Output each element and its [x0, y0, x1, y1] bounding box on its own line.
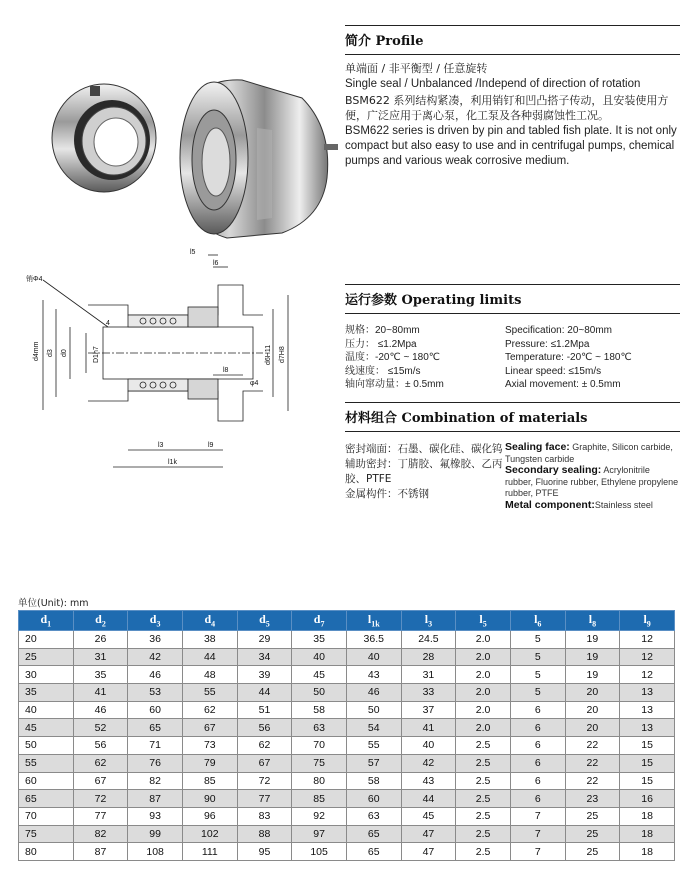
table-cell: 25: [565, 807, 620, 825]
table-body: [19, 631, 675, 861]
table-cell: 41: [73, 684, 128, 702]
table-cell: 39: [237, 666, 292, 684]
table-row: [19, 737, 675, 755]
dim-l5: l5: [190, 249, 196, 256]
table-cell: 82: [128, 772, 183, 790]
table-cell: 62: [73, 754, 128, 772]
table-cell: 28: [401, 648, 456, 666]
materials-en-col: [505, 442, 680, 511]
table-cell: 13: [620, 719, 675, 737]
table-row: [19, 701, 675, 719]
table-cell: 46: [73, 701, 128, 719]
table-cell: 33: [401, 684, 456, 702]
table-row: [19, 648, 675, 666]
profile-desc-cn: BSM622 系列结构紧凑，利用销钉和凹凸搭子传动，且安装使用方便，广泛应用于离心泵，化工泵及各种弱腐蚀性工况。: [345, 94, 669, 122]
table-cell: 30: [19, 666, 74, 684]
table-cell: 6: [510, 790, 565, 808]
table-cell: 105: [292, 843, 347, 861]
table-cell: 26: [73, 631, 128, 649]
column-header-d3: $d_3$: [128, 611, 183, 631]
table-row: [19, 772, 675, 790]
table-cell: 45: [401, 807, 456, 825]
table-cell: 96: [182, 807, 237, 825]
table-row: [19, 843, 675, 861]
table-cell: 88: [237, 825, 292, 843]
mat-metal-label: Metal component:: [505, 498, 595, 511]
op-axial-cn: 轴向窜动量：± 0.5mm: [345, 379, 444, 390]
table-cell: 5: [510, 666, 565, 684]
table-cell: 13: [620, 701, 675, 719]
profile-title: 简介 Profile: [345, 34, 424, 49]
table-cell: 65: [346, 843, 401, 861]
operating-title: 运行参数 Operating limits: [345, 293, 522, 308]
table-cell: 50: [19, 737, 74, 755]
mat-secondary-text: Acrylonitrile rubber, Fluorine rubber, Ethylene propylene rubber, PTFE: [505, 465, 679, 498]
table-cell: 60: [128, 701, 183, 719]
op-axial-en: Axial movement: ± 0.5mm: [505, 379, 621, 390]
table-cell: 95: [237, 843, 292, 861]
table-cell: 45: [292, 666, 347, 684]
table-cell: 65: [128, 719, 183, 737]
operating-title-bar: [345, 284, 680, 314]
table-cell: 19: [565, 631, 620, 649]
dim-l8: l8: [223, 367, 229, 374]
op-temp-cn: 温度：-20℃ ~ 180℃: [345, 352, 440, 363]
table-cell: 56: [237, 719, 292, 737]
table-cell: 31: [73, 648, 128, 666]
op-speed-cn: 线速度： ≤15m/s: [345, 365, 421, 377]
table-cell: 46: [128, 666, 183, 684]
table-cell: 12: [620, 666, 675, 684]
table-cell: 31: [401, 666, 456, 684]
table-cell: 99: [128, 825, 183, 843]
mat-face-en: [505, 442, 680, 465]
dim-4: 4: [106, 320, 110, 327]
profile-section: [345, 25, 680, 169]
table-cell: 12: [620, 631, 675, 649]
table-cell: 67: [73, 772, 128, 790]
table-cell: 62: [182, 701, 237, 719]
table-cell: 36.5: [346, 631, 401, 649]
column-header-l8: $l_8$: [565, 611, 620, 631]
table-cell: 47: [401, 825, 456, 843]
table-cell: 5: [510, 648, 565, 666]
table-cell: 58: [346, 772, 401, 790]
table-cell: 2.5: [456, 737, 511, 755]
table-cell: 5: [510, 684, 565, 702]
table-cell: 55: [19, 754, 74, 772]
table-cell: 12: [620, 648, 675, 666]
table-cell: 57: [346, 754, 401, 772]
dim-l1k: l1k: [168, 459, 177, 466]
unit-label: 单位(Unit): mm: [18, 598, 89, 609]
table-cell: 18: [620, 825, 675, 843]
table-cell: 58: [292, 701, 347, 719]
table-cell: 72: [73, 790, 128, 808]
table-cell: 72: [237, 772, 292, 790]
table-cell: 2.5: [456, 790, 511, 808]
table-cell: 2.0: [456, 666, 511, 684]
table-cell: 2.5: [456, 843, 511, 861]
table-cell: 19: [565, 666, 620, 684]
table-cell: 2.5: [456, 825, 511, 843]
mat-face-cn: 密封端面：石墨、碳化硅、碳化钨: [345, 443, 503, 455]
table-cell: 2.5: [456, 754, 511, 772]
column-header-d7: $d_7$: [292, 611, 347, 631]
product-photo: [42, 68, 342, 248]
table-cell: 29: [237, 631, 292, 649]
op-speed-en: Linear speed: ≤15m/s: [505, 365, 602, 377]
materials-title-bar: [345, 402, 680, 432]
table-cell: 73: [182, 737, 237, 755]
seal-photo-illustration: [42, 68, 342, 248]
seal-section-drawing: [18, 245, 318, 480]
table-cell: 6: [510, 737, 565, 755]
table-cell: 36: [128, 631, 183, 649]
table-cell: 37: [401, 701, 456, 719]
table-row: [19, 825, 675, 843]
table-cell: 2.0: [456, 719, 511, 737]
table-cell: 23: [565, 790, 620, 808]
technical-drawing: [18, 245, 318, 480]
materials-cn-col: [345, 442, 505, 511]
dim-d4: d4mm: [33, 341, 40, 361]
table-row: [19, 807, 675, 825]
table-cell: 6: [510, 772, 565, 790]
table-cell: 83: [237, 807, 292, 825]
table-cell: 2.0: [456, 648, 511, 666]
table-cell: 48: [182, 666, 237, 684]
dim-d0: d0: [61, 349, 68, 357]
table-cell: 25: [565, 825, 620, 843]
dim-d6: d6H11: [265, 344, 272, 365]
table-row: [19, 790, 675, 808]
table-cell: 42: [401, 754, 456, 772]
table-cell: 5: [510, 631, 565, 649]
table-cell: 2.5: [456, 772, 511, 790]
table-cell: 90: [182, 790, 237, 808]
table-cell: 35: [73, 666, 128, 684]
table-cell: 56: [73, 737, 128, 755]
table-cell: 71: [128, 737, 183, 755]
table-cell: 75: [19, 825, 74, 843]
profile-desc-en: BSM622 series is driven by pin and tabled fish plate. It is not only compact but also easy to use and in centrifugal pumps, chemical pumps and various weak corrosive medium.: [345, 125, 677, 167]
op-spec-en: Specification: 20~80mm: [505, 325, 613, 336]
table-cell: 70: [292, 737, 347, 755]
table-cell: 20: [565, 701, 620, 719]
materials-title: 材料组合 Combination of materials: [345, 411, 588, 426]
table-cell: 111: [182, 843, 237, 861]
column-header-d4: $d_4$: [182, 611, 237, 631]
materials-section: [345, 402, 680, 511]
table-row: [19, 666, 675, 684]
profile-type-en: Single seal / Unbalanced /Independ of direction of rotation: [345, 78, 641, 90]
table-cell: 38: [182, 631, 237, 649]
table-cell: 51: [237, 701, 292, 719]
table-cell: 87: [128, 790, 183, 808]
column-header-d1: $d_1$: [19, 611, 74, 631]
table-cell: 44: [237, 684, 292, 702]
table-cell: 55: [182, 684, 237, 702]
dim-d3: d3: [47, 349, 54, 357]
table-cell: 75: [292, 754, 347, 772]
column-header-l1k: $l_{1k}$: [346, 611, 401, 631]
table-cell: 41: [401, 719, 456, 737]
table-cell: 79: [182, 754, 237, 772]
table-cell: 2.5: [456, 807, 511, 825]
table-cell: 15: [620, 772, 675, 790]
mat-metal-en: [505, 500, 680, 512]
table-cell: 77: [237, 790, 292, 808]
table-cell: 22: [565, 754, 620, 772]
op-temp-en: Temperature: -20℃ ~ 180℃: [505, 352, 632, 363]
table-cell: 92: [292, 807, 347, 825]
table-cell: 43: [346, 666, 401, 684]
table-cell: 7: [510, 825, 565, 843]
table-cell: 47: [401, 843, 456, 861]
table-cell: 67: [182, 719, 237, 737]
mat-secondary-cn: 辅助密封：丁腈胶、氟橡胶、乙丙胶、PTFE: [345, 458, 503, 485]
table-cell: 97: [292, 825, 347, 843]
table-cell: 67: [237, 754, 292, 772]
table-cell: 6: [510, 719, 565, 737]
table-cell: 65: [346, 825, 401, 843]
table-cell: 20: [19, 631, 74, 649]
mat-face-label: Sealing face:: [505, 441, 570, 453]
table-cell: 34: [237, 648, 292, 666]
operating-grid: [345, 324, 680, 392]
mat-secondary-en: [505, 465, 680, 500]
dimension-table: [18, 610, 675, 861]
table-cell: 53: [128, 684, 183, 702]
table-cell: 70: [19, 807, 74, 825]
table-cell: 35: [19, 684, 74, 702]
mat-metal-text: Stainless steel: [594, 499, 653, 510]
table-cell: 42: [128, 648, 183, 666]
operating-section: [345, 284, 680, 392]
dim-l3: l3: [158, 442, 164, 449]
table-cell: 6: [510, 701, 565, 719]
table-cell: 85: [292, 790, 347, 808]
table-cell: 54: [346, 719, 401, 737]
table-cell: 108: [128, 843, 183, 861]
table-cell: 44: [182, 648, 237, 666]
table-cell: 102: [182, 825, 237, 843]
table-cell: 40: [346, 648, 401, 666]
mat-metal-cn: 金属构件：不锈钢: [345, 488, 429, 500]
table-cell: 40: [292, 648, 347, 666]
op-pressure-en: Pressure: ≤1.2Mpa: [505, 338, 590, 350]
table-cell: 62: [237, 737, 292, 755]
table-cell: 20: [565, 684, 620, 702]
table-cell: 24.5: [401, 631, 456, 649]
table-cell: 22: [565, 772, 620, 790]
table-cell: 77: [73, 807, 128, 825]
dim-l9: l9: [208, 442, 214, 449]
table-cell: 60: [19, 772, 74, 790]
table-cell: 16: [620, 790, 675, 808]
table-header-row: [19, 611, 675, 631]
table-cell: 2.0: [456, 631, 511, 649]
table-cell: 46: [346, 684, 401, 702]
table-cell: 20: [565, 719, 620, 737]
materials-grid: [345, 442, 680, 511]
table-cell: 19: [565, 648, 620, 666]
table-cell: 25: [565, 843, 620, 861]
table-cell: 44: [401, 790, 456, 808]
table-cell: 2.0: [456, 701, 511, 719]
column-header-l6: $l_6$: [510, 611, 565, 631]
pin-label: 销Φ4: [26, 276, 43, 283]
table-cell: 43: [401, 772, 456, 790]
table-cell: 22: [565, 737, 620, 755]
table-cell: 82: [73, 825, 128, 843]
profile-type-cn: 单端面 / 非平衡型 / 任意旋转: [345, 62, 488, 75]
table-cell: 55: [346, 737, 401, 755]
table-cell: 6: [510, 754, 565, 772]
table-cell: 85: [182, 772, 237, 790]
table-cell: 18: [620, 843, 675, 861]
table-cell: 76: [128, 754, 183, 772]
column-header-l5: $l_5$: [456, 611, 511, 631]
table-cell: 93: [128, 807, 183, 825]
table-cell: 45: [19, 719, 74, 737]
dim-d7: d7H8: [279, 346, 286, 363]
table-row: [19, 719, 675, 737]
table-cell: 7: [510, 807, 565, 825]
profile-title-bar: [345, 25, 680, 55]
mat-face-text: Graphite, Silicon carbide, Tungsten carbide: [505, 442, 673, 464]
table-cell: 40: [401, 737, 456, 755]
table-cell: 18: [620, 807, 675, 825]
op-spec-cn: 规格：20~80mm: [345, 325, 420, 336]
table-cell: 7: [510, 843, 565, 861]
table-cell: 35: [292, 631, 347, 649]
table-row: [19, 684, 675, 702]
column-header-l3: $l_3$: [401, 611, 456, 631]
table-cell: 40: [19, 701, 74, 719]
table-row: [19, 754, 675, 772]
mat-secondary-label: Secondary sealing:: [505, 464, 602, 476]
table-cell: 15: [620, 737, 675, 755]
dim-D1: D1h7: [93, 346, 100, 363]
table-row: [19, 631, 675, 649]
table-cell: 63: [346, 807, 401, 825]
column-header-d5: $d_5$: [237, 611, 292, 631]
table-cell: 52: [73, 719, 128, 737]
table-cell: 63: [292, 719, 347, 737]
table-cell: 87: [73, 843, 128, 861]
table-cell: 60: [346, 790, 401, 808]
dim-l6: l6: [213, 260, 219, 267]
dim-phi4: φ4: [250, 380, 259, 387]
table-cell: 80: [19, 843, 74, 861]
table-cell: 25: [19, 648, 74, 666]
table-cell: 15: [620, 754, 675, 772]
table-cell: 2.0: [456, 684, 511, 702]
table-cell: 50: [292, 684, 347, 702]
table-cell: 13: [620, 684, 675, 702]
table-cell: 65: [19, 790, 74, 808]
column-header-d2: $d_2$: [73, 611, 128, 631]
table-cell: 50: [346, 701, 401, 719]
column-header-l9: $l_9$: [620, 611, 675, 631]
op-pressure-cn: 压力： ≤1.2Mpa: [345, 338, 417, 350]
table-cell: 80: [292, 772, 347, 790]
